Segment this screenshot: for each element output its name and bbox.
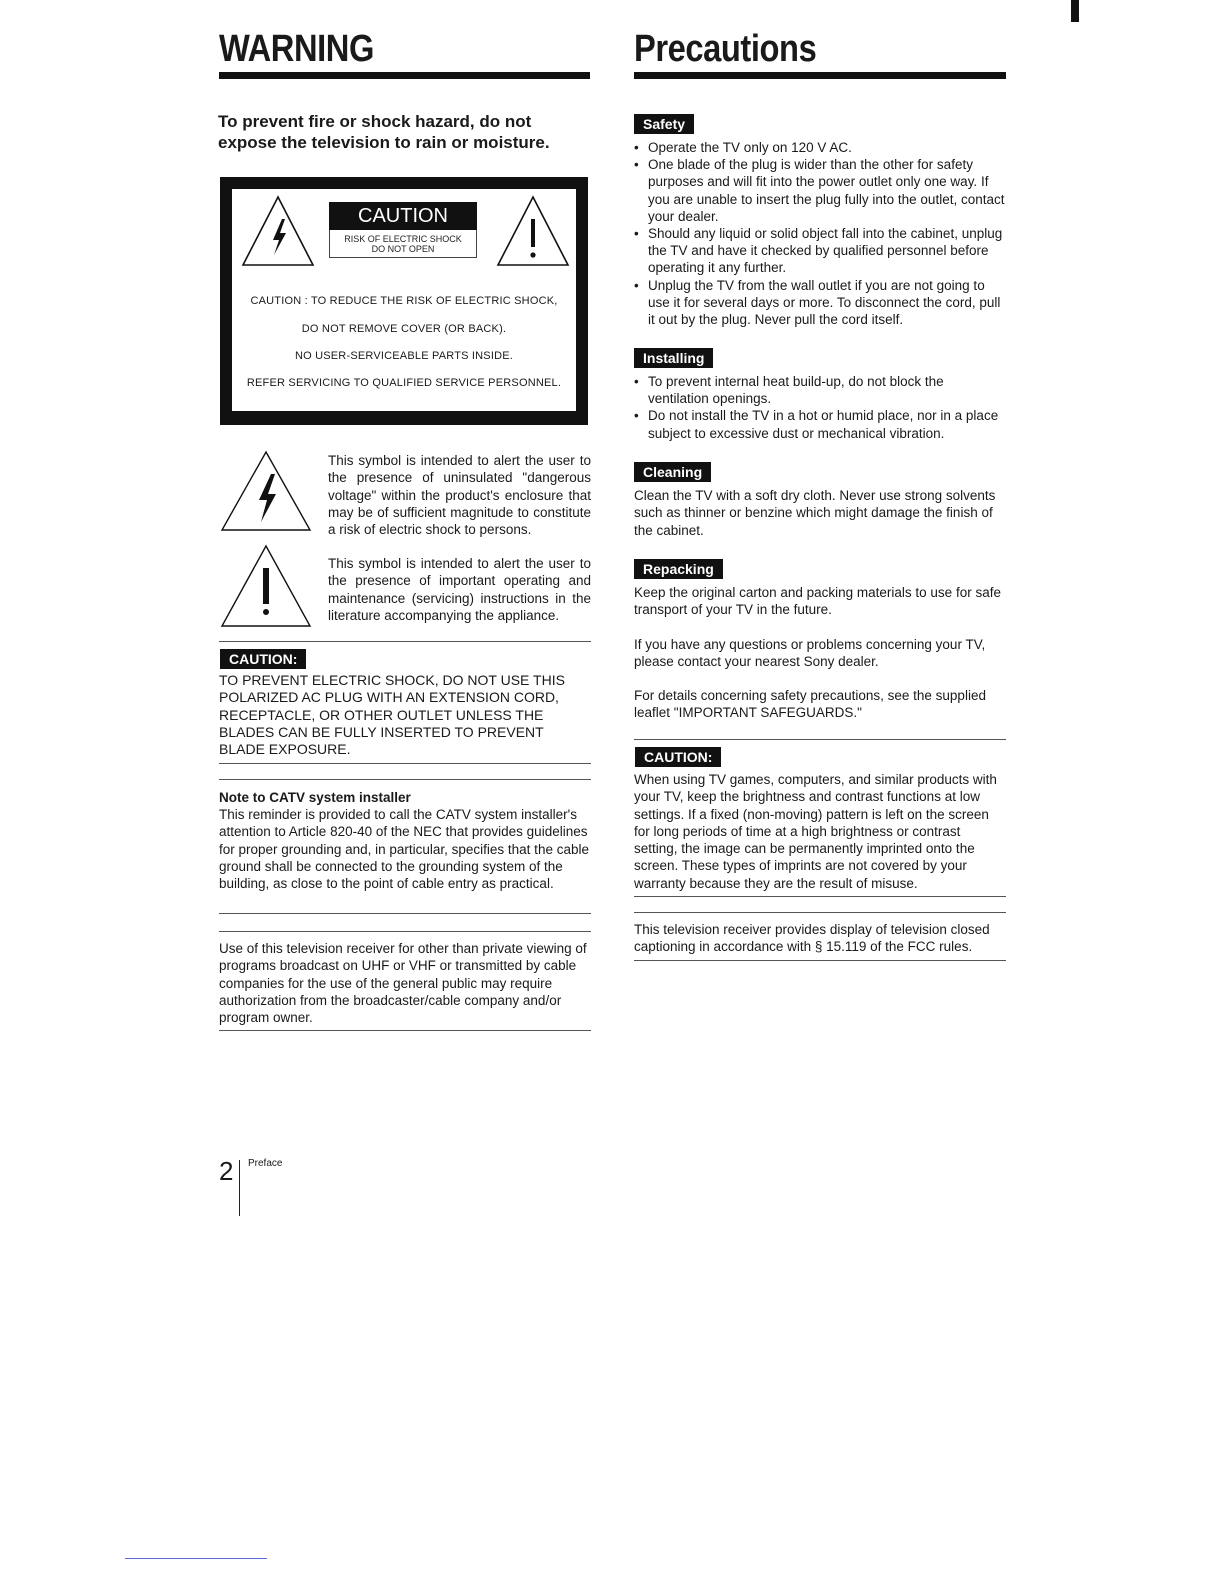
precautions-heading-rule — [634, 72, 1006, 79]
questions-text: If you have any questions or problems concerning your TV, please contact your nearest Sony dealer. — [634, 637, 986, 670]
bottom-link-underline — [125, 1558, 267, 1559]
caution2-top-rule — [219, 641, 591, 642]
installing-tag: Installing — [634, 348, 713, 368]
section-label: Preface — [248, 1158, 283, 1169]
installing-list — [634, 373, 1006, 442]
caution-line-2: DO NOT REMOVE COVER (OR BACK). — [301, 323, 507, 335]
catv-top-rule — [219, 779, 591, 780]
lightning-warning-icon — [241, 195, 315, 267]
details-text: For details concerning safety precautions, see the supplied leaflet "IMPORTANT SAFEGUARDS." — [634, 688, 986, 721]
catv-bottom-rule — [219, 913, 591, 914]
caution-top-rule — [634, 739, 1006, 740]
repacking-tag: Repacking — [634, 559, 723, 579]
installing-item: • To prevent internal heat build-up, do not block the ventilation openings. — [634, 373, 1006, 407]
lightning-symbol-icon — [220, 450, 312, 532]
caution-label-line1: RISK OF ELECTRIC SHOCK — [344, 234, 462, 244]
page-number: 2 — [219, 1156, 234, 1186]
caution-tag: CAUTION: — [635, 747, 721, 767]
caution-label-subtext — [329, 230, 477, 258]
safety-list — [634, 139, 1006, 328]
caution-label-box — [220, 177, 588, 425]
cleaning-tag: Cleaning — [634, 462, 711, 482]
caution-label-tag: CAUTION — [329, 202, 477, 230]
caution-line-3: NO USER-SERVICEABLE PARTS INSIDE. — [294, 350, 514, 362]
safety-tag: Safety — [634, 114, 694, 134]
caution-label-top — [232, 189, 576, 275]
caution-text: When using TV games, computers, and similar products with your TV, keep the brightness and contrast functions at low settings. If a fixed (non-moving) pattern is left on the screen for long periods of time at a high brightness or contrast setting, the image can be permanently imprinted onto the screen. These types of imprints are not covered by your warranty because they are the result of misuse. — [634, 772, 997, 891]
fcc-text: This television receiver provides display of television closed captioning in accordance with § 15.119 of the FCC rules. — [634, 922, 990, 955]
safety-item: • One blade of the plug is wider than the other for safety purposes and will fit into the power outlet only one way. If you are unable to insert the plug fully into the outlet, contact your dealer. — [634, 156, 1006, 225]
safety-item: • Operate the TV only on 120 V AC. — [634, 139, 1006, 156]
exclamation-warning-icon — [496, 195, 570, 267]
cleaning-text: Clean the TV with a soft dry cloth. Never use strong solvents such as thinner or benzine which might damage the finish of the cabinet. — [634, 488, 996, 538]
caution2-bottom-rule — [219, 763, 591, 764]
safety-item: • Should any liquid or solid object fall into the cabinet, unplug the TV and have it checked by qualified personnel before operating it any further. — [634, 225, 1006, 277]
use-top-rule — [219, 931, 591, 932]
use-text: Use of this television receiver for other than private viewing of programs broadcast on UHF or VHF or transmitted by cable companies for the use of the general public may require authorization from the broadcaster/cable company and/or program owner. — [219, 941, 587, 1026]
caution-label-bottom — [232, 275, 576, 411]
caution2-text: TO PREVENT ELECTRIC SHOCK, DO NOT USE THIS POLARIZED AC PLUG WITH AN EXTENSION CORD, RECEPTACLE, OR OTHER OUTLET UNLESS THE BLADES CAN BE FULLY INSERTED TO PREVENT BLADE EXPOSURE. — [219, 672, 565, 758]
caution-bottom-rule — [634, 896, 1006, 897]
precautions-heading: Precautions — [634, 28, 817, 70]
exclamation-symbol-text: This symbol is intended to alert the user to the presence of important operating and maintenance (servicing) instructions in the literature accompanying the appliance. — [328, 556, 591, 623]
caution-label-line2: DO NOT OPEN — [371, 244, 435, 254]
fcc-bottom-rule — [634, 960, 1006, 961]
caution2-tag: CAUTION: — [220, 649, 306, 669]
warning-heading-rule — [219, 72, 590, 79]
warning-lead: To prevent fire or shock hazard, do not expose the television to rain or moisture. — [218, 112, 550, 152]
installing-item: • Do not install the TV in a hot or humid place, nor in a place subject to excessive dust or mechanical vibration. — [634, 407, 1006, 441]
warning-heading: WARNING — [219, 28, 374, 70]
edge-marker — [1071, 0, 1079, 22]
catv-title: Note to CATV system installer — [219, 790, 411, 805]
page-number-divider — [239, 1160, 240, 1216]
use-bottom-rule — [219, 1030, 591, 1031]
catv-text: This reminder is provided to call the CATV system installer's attention to Article 820-40 of the NEC that provides guidelines for proper grounding and, in particular, specifies that the cable ground shall be connected to the grounding system of the building, as close to the point of cable entry as practical. — [219, 807, 589, 892]
safety-item: • Unplug the TV from the wall outlet if you are not going to use it for several days or more. To disconnect the cord, pull it out by the plug. Never pull the cord itself. — [634, 277, 1006, 329]
caution-line-4: REFER SERVICING TO QUALIFIED SERVICE PERSONNEL. — [246, 377, 562, 389]
caution-line-1: CAUTION : TO REDUCE THE RISK OF ELECTRIC SHOCK, — [250, 295, 558, 307]
lightning-symbol-text: This symbol is intended to alert the user to the presence of uninsulated "dangerous voltage" within the product's enclosure that may be of sufficient magnitude to constitute a risk of electric shock to persons. — [328, 453, 591, 538]
fcc-top-rule — [634, 912, 1006, 913]
exclamation-symbol-icon — [220, 544, 312, 628]
repacking-text: Keep the original carton and packing materials to use for safe transport of your TV in the future. — [634, 585, 1001, 618]
